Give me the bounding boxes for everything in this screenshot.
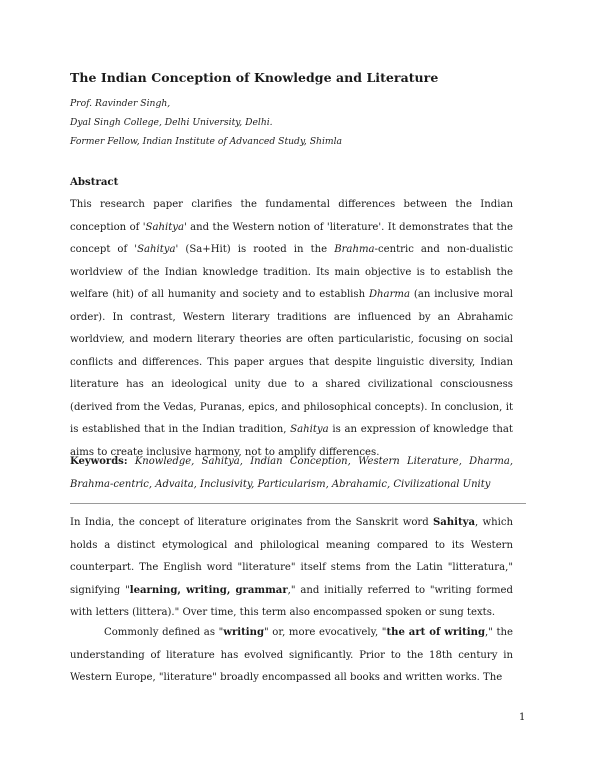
keywords-label: Keywords: bbox=[70, 456, 128, 467]
abstract-heading: Abstract bbox=[70, 176, 119, 188]
author-fellowship: Former Fellow, Indian Institute of Advanced Study, Shimla bbox=[70, 136, 343, 147]
keywords-list: Knowledge, Sahitya, Indian Conception, Western Literature, Dharma, Brahma-centric, Advaita, Inclusivity, Particularism, Abrahamic, Civilizational Unity bbox=[70, 456, 514, 490]
page-number: 1 bbox=[519, 712, 526, 723]
paper-title: The Indian Conception of Knowledge and Literature bbox=[70, 70, 439, 85]
abstract-body: This research paper clarifies the fundamental differences between the Indian conception of 'Sahitya' and the Western notion of 'literature'. It demonstrates that the concept of 'Sahitya' (Sa+Hit) is rooted in the Brahma-centric and non-dualistic worldview of the Indian knowledge tradition. Its main objective is to establish the welfare (hit) of all humanity and society and to establish Dharma (an inclusive moral order). In contrast, Western literary traditions are influenced by an Abrahamic worldview, and modern literary theories are often particularistic, focusing on social conflicts and differences. This paper argues that despite linguistic diversity, Indian literature has an ideological unity due to a shared civilizational consciousness (derived from the Vedas, Puranas, epics, and philosophical concepts). In conclusion, it is established that in the Indian tradition, Sahitya is an expression of knowledge that aims to create inclusive harmony, not to amplify differences. bbox=[70, 199, 513, 458]
body-paragraph-2: Commonly defined as "writing" or, more evocatively, "the art of writing," the understanding of literature has evolved significantly. Prior to the 18th century in Western Europe, "literature" broadly encompassed all books and written works. The bbox=[70, 627, 514, 683]
body-paragraph-1: In India, the concept of literature originates from the Sanskrit word Sahitya, which holds a distinct etymological and philological meaning compared to its Western counterpart. The English word "literature" itself stems from the Latin "litteratura," signifying "learning, writing, grammar," and initially referred to "writing formed with letters (littera)." Over time, this term also encompassed spoken or sung texts. bbox=[70, 517, 513, 618]
section-divider bbox=[70, 503, 526, 504]
author-affiliation: Dyal Singh College, Delhi University, Delhi. bbox=[70, 117, 273, 128]
author-name: Prof. Ravinder Singh, bbox=[70, 98, 171, 109]
keywords bbox=[70, 451, 513, 496]
